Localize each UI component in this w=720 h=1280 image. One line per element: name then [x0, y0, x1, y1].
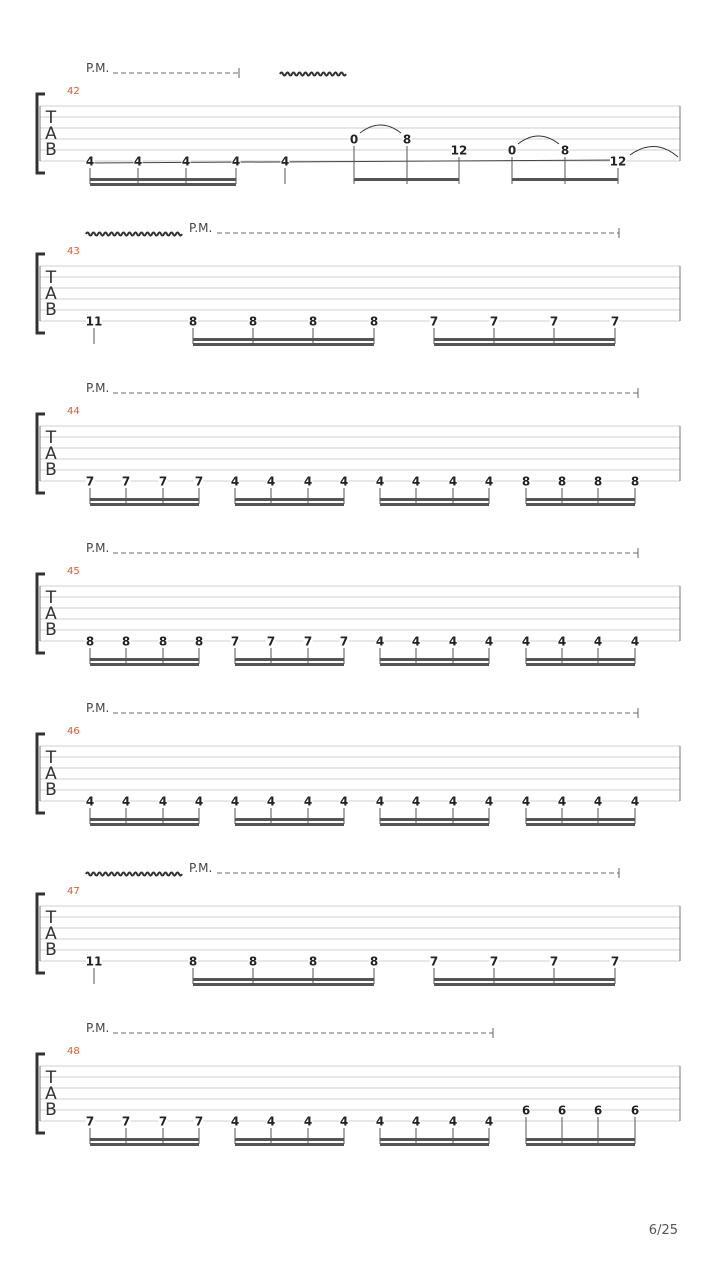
beam-secondary [90, 183, 236, 186]
fret-number: 0 [349, 132, 359, 147]
beam-secondary [380, 823, 489, 826]
fret-number: 4 [230, 474, 240, 489]
fret-number: 7 [158, 1114, 168, 1129]
fret-number: 0 [507, 143, 517, 158]
fret-number: 7 [339, 634, 349, 649]
fret-number: 8 [121, 634, 131, 649]
fret-number: 4 [448, 474, 458, 489]
beam-secondary [235, 1143, 344, 1146]
fret-number: 4 [266, 1114, 276, 1129]
fret-number: 7 [303, 634, 313, 649]
fret-number: 7 [489, 954, 499, 969]
fret-number: 4 [630, 794, 640, 809]
tab-letter: B [45, 780, 57, 800]
beam-secondary [526, 503, 635, 506]
fret-number: 4 [411, 474, 421, 489]
vibrato-mark [280, 73, 346, 76]
beam-secondary [235, 663, 344, 666]
beam-primary [512, 178, 618, 181]
fret-number: 8 [188, 954, 198, 969]
fret-number: 4 [230, 794, 240, 809]
fret-number: 7 [610, 954, 620, 969]
tab-letter: T [45, 588, 57, 608]
beam-primary [434, 978, 615, 981]
fret-number: 4 [484, 634, 494, 649]
fret-number: 8 [593, 474, 603, 489]
beam-primary [380, 818, 489, 821]
tab-letter: T [45, 428, 57, 448]
tab-letter: A [45, 924, 57, 944]
fret-number: 8 [248, 954, 258, 969]
tab-letter: T [45, 748, 57, 768]
fret-number: 8 [85, 634, 95, 649]
beam-primary [235, 818, 344, 821]
beam-primary [380, 658, 489, 661]
fret-number: 4 [593, 634, 603, 649]
tab-letter: A [45, 764, 57, 784]
tab-system-48 [37, 1021, 680, 1146]
beam-secondary [526, 823, 635, 826]
tab-letter: B [45, 460, 57, 480]
palm-mute-label: P.M. [86, 61, 110, 75]
fret-number: 4 [121, 794, 131, 809]
beam-secondary [526, 663, 635, 666]
fret-number: 8 [560, 143, 570, 158]
fret-number: 4 [375, 794, 385, 809]
fret-number: 8 [369, 954, 379, 969]
tab-letter: T [45, 108, 57, 128]
beam-primary [235, 498, 344, 501]
palm-mute-label: P.M. [86, 1021, 110, 1035]
fret-number: 4 [339, 474, 349, 489]
bar-number: 43 [67, 246, 80, 257]
tab-letter: A [45, 1084, 57, 1104]
fret-number: 6 [521, 1103, 531, 1118]
vibrato-mark [86, 233, 182, 236]
fret-number: 4 [303, 794, 313, 809]
fret-number: 7 [194, 474, 204, 489]
fret-number: 7 [230, 634, 240, 649]
beam-primary [193, 338, 374, 341]
bar-number: 42 [67, 86, 80, 97]
tab-letter: A [45, 604, 57, 624]
fret-number: 7 [610, 314, 620, 329]
tab-letter: T [45, 1068, 57, 1088]
fret-number: 4 [411, 1114, 421, 1129]
beam-secondary [434, 983, 615, 986]
fret-number: 6 [593, 1103, 603, 1118]
beam-primary [526, 498, 635, 501]
beam-secondary [90, 503, 199, 506]
beam-secondary [434, 343, 615, 346]
palm-mute-label: P.M. [86, 381, 110, 395]
tab-letter: B [45, 300, 57, 320]
fret-number: 4 [339, 1114, 349, 1129]
fret-number: 4 [339, 794, 349, 809]
tab-letter: A [45, 124, 57, 144]
fret-number: 4 [230, 1114, 240, 1129]
vibrato-mark [86, 873, 182, 876]
fret-number: 8 [369, 314, 379, 329]
beam-secondary [380, 503, 489, 506]
fret-number: 8 [194, 634, 204, 649]
fret-number: 8 [521, 474, 531, 489]
beam-primary [380, 1138, 489, 1141]
tab-letter: A [45, 284, 57, 304]
fret-number: 7 [85, 1114, 95, 1129]
beam-primary [526, 658, 635, 661]
fret-number: 4 [448, 1114, 458, 1129]
fret-number: 8 [308, 314, 318, 329]
fret-number: 8 [188, 314, 198, 329]
fret-number: 7 [158, 474, 168, 489]
fret-number: 4 [266, 474, 276, 489]
fret-number: 4 [521, 634, 531, 649]
tab-letter: B [45, 620, 57, 640]
bar-number: 46 [67, 726, 80, 737]
fret-number: 4 [194, 794, 204, 809]
fret-number: 4 [375, 1114, 385, 1129]
fret-number: 7 [429, 954, 439, 969]
beam-primary [354, 178, 459, 181]
tab-letter: B [45, 940, 57, 960]
beam-secondary [193, 343, 374, 346]
tab-letter: B [45, 1100, 57, 1120]
fret-number: 4 [375, 634, 385, 649]
fret-number: 7 [121, 1114, 131, 1129]
palm-mute-label: P.M. [86, 541, 110, 555]
fret-number: 4 [630, 634, 640, 649]
fret-number: 7 [549, 314, 559, 329]
beam-primary [526, 818, 635, 821]
fret-number: 4 [231, 154, 241, 169]
beam-primary [90, 658, 199, 661]
tab-letter: B [45, 140, 57, 160]
palm-mute-label: P.M. [86, 701, 110, 715]
fret-number: 4 [484, 794, 494, 809]
page-number: 6/25 [648, 1223, 678, 1238]
beam-primary [235, 1138, 344, 1141]
beam-primary [380, 498, 489, 501]
fret-number: 7 [121, 474, 131, 489]
beam-secondary [90, 663, 199, 666]
tab-system-46 [37, 701, 680, 826]
bar-number: 48 [67, 1046, 80, 1057]
fret-number: 4 [593, 794, 603, 809]
beam-secondary [90, 1143, 199, 1146]
fret-number: 8 [630, 474, 640, 489]
fret-number: 7 [489, 314, 499, 329]
fret-number: 8 [158, 634, 168, 649]
tab-system-44 [37, 381, 680, 506]
fret-number: 8 [557, 474, 567, 489]
fret-number: 8 [248, 314, 258, 329]
beam-primary [90, 818, 199, 821]
beam-primary [434, 338, 615, 341]
tie-arc [518, 136, 559, 144]
fret-number: 4 [85, 794, 95, 809]
fret-number: 4 [181, 154, 191, 169]
fret-number: 7 [194, 1114, 204, 1129]
tab-letter: A [45, 444, 57, 464]
fret-number: 8 [308, 954, 318, 969]
beam-secondary [380, 1143, 489, 1146]
fret-number: 11 [85, 954, 103, 969]
fret-number: 11 [85, 314, 103, 329]
beam-secondary [235, 503, 344, 506]
fret-number: 8 [402, 132, 412, 147]
fret-number: 4 [521, 794, 531, 809]
palm-mute-label: P.M. [189, 221, 213, 235]
fret-number: 7 [549, 954, 559, 969]
fret-number: 12 [450, 143, 468, 158]
fret-number: 4 [448, 794, 458, 809]
beam-primary [193, 978, 374, 981]
fret-number: 7 [85, 474, 95, 489]
tab-system-43 [37, 221, 680, 346]
fret-number: 4 [557, 794, 567, 809]
fret-number: 6 [557, 1103, 567, 1118]
tab-letter: T [45, 268, 57, 288]
fret-number: 4 [266, 794, 276, 809]
fret-number: 6 [630, 1103, 640, 1118]
fret-number: 7 [429, 314, 439, 329]
beam-primary [90, 498, 199, 501]
palm-mute-label: P.M. [189, 861, 213, 875]
tab-system-45 [37, 541, 680, 666]
fret-number: 4 [375, 474, 385, 489]
fret-number: 4 [448, 634, 458, 649]
fret-number: 4 [303, 1114, 313, 1129]
beam-primary [90, 178, 236, 181]
beam-secondary [526, 1143, 635, 1146]
bar-number: 44 [67, 406, 80, 417]
fret-number: 4 [484, 474, 494, 489]
tie-arc [360, 125, 401, 133]
tab-letter: T [45, 908, 57, 928]
fret-number: 4 [133, 154, 143, 169]
bar-number: 45 [67, 566, 80, 577]
fret-number: 4 [411, 794, 421, 809]
beam-secondary [380, 663, 489, 666]
fret-number: 4 [303, 474, 313, 489]
fret-number: 4 [411, 634, 421, 649]
tie-arc-continuation [630, 146, 678, 157]
beam-primary [526, 1138, 635, 1141]
bar-number: 47 [67, 886, 80, 897]
fret-number: 4 [85, 154, 95, 169]
fret-number: 12 [609, 154, 627, 169]
beam-secondary [235, 823, 344, 826]
beam-primary [90, 1138, 199, 1141]
tab-system-42 [37, 61, 680, 186]
fret-number: 4 [158, 794, 168, 809]
tab-system-47 [37, 861, 680, 986]
fret-number: 7 [266, 634, 276, 649]
fret-number: 4 [280, 154, 290, 169]
beam-secondary [90, 823, 199, 826]
systems-layer [37, 61, 680, 1146]
fret-number: 4 [557, 634, 567, 649]
beam-primary [235, 658, 344, 661]
fret-number: 4 [484, 1114, 494, 1129]
beam-secondary [193, 983, 374, 986]
